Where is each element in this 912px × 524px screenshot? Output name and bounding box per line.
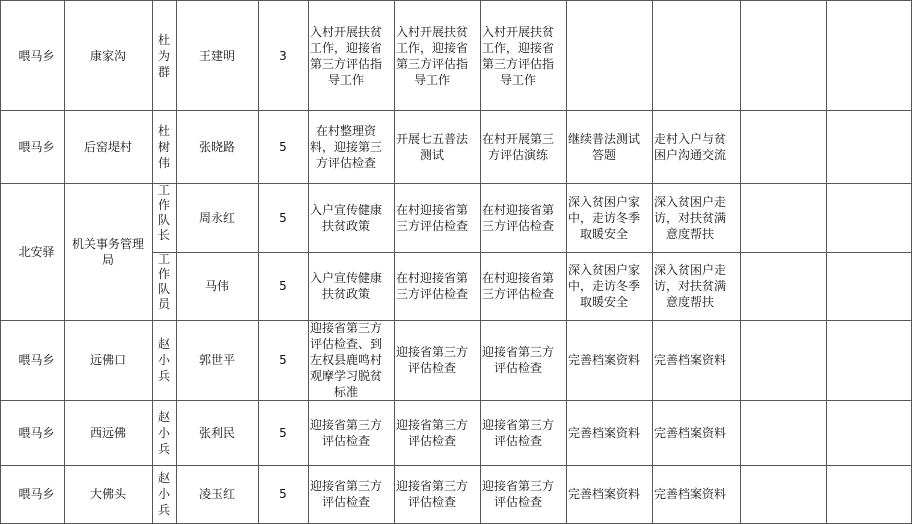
- leader-cell: 杜 为 群: [152, 0, 177, 111]
- member-cell: 郭世平: [176, 320, 259, 401]
- leader-cell: 工 作 队 员: [152, 252, 177, 321]
- work-day4-cell: [566, 0, 653, 111]
- work-day3-cell: 迎接省第三方 评估检查: [480, 320, 567, 401]
- member-cell: 张晓路: [176, 110, 259, 184]
- work-day2-cell: 入村开展扶贫 工作，迎接省 第三方评估指 导工作: [394, 0, 481, 111]
- days-cell: 5: [258, 320, 309, 401]
- work-day4-cell: 继续普法测试 答题: [566, 110, 653, 184]
- township-cell: 喂马乡: [0, 0, 65, 111]
- work-day5-cell: 走村入户与贫 困户沟通交流: [652, 110, 741, 184]
- township-cell: 北安驿: [0, 183, 65, 321]
- village-cell: 远佛口: [64, 320, 153, 401]
- work-day1-cell: 迎接省第三方 评估检查: [308, 465, 395, 524]
- work-day6-cell: [740, 465, 827, 524]
- township-cell: 喂马乡: [0, 110, 65, 184]
- work-day6-cell: [740, 320, 827, 401]
- member-cell: 凌玉红: [176, 465, 259, 524]
- work-day2-cell: 迎接省第三方 评估检查: [394, 400, 481, 466]
- work-day3-cell: 迎接省第三方 评估检查: [480, 400, 567, 466]
- days-cell: 5: [258, 465, 309, 524]
- work-day2-cell: 开展七五普法 测试: [394, 110, 481, 184]
- work-day1-cell: 迎接省第三方 评估检查: [308, 400, 395, 466]
- work-day6-cell: [740, 183, 827, 253]
- village-cell: 西远佛: [64, 400, 153, 466]
- work-day3-cell: 迎接省第三方 评估检查: [480, 465, 567, 524]
- days-cell: 5: [258, 183, 309, 253]
- leader-cell: 赵 小 兵: [152, 465, 177, 524]
- work-day2-cell: 迎接省第三方 评估检查: [394, 465, 481, 524]
- days-cell: 5: [258, 252, 309, 321]
- work-day3-cell: 入村开展扶贫 工作，迎接省 第三方评估指 导工作: [480, 0, 567, 111]
- work-day5-cell: 深入贫困户走 访，对扶贫满 意度帮扶: [652, 252, 741, 321]
- member-cell: 王建明: [176, 0, 259, 111]
- work-day7-cell: [826, 183, 912, 253]
- work-day3-cell: 在村迎接省第 三方评估检查: [480, 183, 567, 253]
- work-day1-cell: 入户宣传健康 扶贫政策: [308, 252, 395, 321]
- work-day5-cell: 完善档案资料: [652, 465, 741, 524]
- work-day7-cell: [826, 0, 912, 111]
- work-day6-cell: [740, 252, 827, 321]
- days-cell: 5: [258, 400, 309, 466]
- member-cell: 周永红: [176, 183, 259, 253]
- work-day6-cell: [740, 400, 827, 466]
- leader-cell: 杜 树 伟: [152, 110, 177, 184]
- village-cell: 后窑堤村: [64, 110, 153, 184]
- work-day5-cell: [652, 0, 741, 111]
- work-day4-cell: 完善档案资料: [566, 320, 653, 401]
- township-cell: 喂马乡: [0, 400, 65, 466]
- work-day2-cell: 在村迎接省第 三方评估检查: [394, 252, 481, 321]
- township-cell: 喂马乡: [0, 320, 65, 401]
- work-day5-cell: 完善档案资料: [652, 400, 741, 466]
- work-day5-cell: 深入贫困户走 访，对扶贫满 意度帮扶: [652, 183, 741, 253]
- village-cell: 大佛头: [64, 465, 153, 524]
- work-day1-cell: 迎接省第三方 评估检查、到 左权县鹿鸣村 观摩学习脱贫 标准: [308, 320, 395, 401]
- leader-cell: 赵 小 兵: [152, 320, 177, 401]
- work-day7-cell: [826, 320, 912, 401]
- work-day7-cell: [826, 400, 912, 466]
- work-day5-cell: 完善档案资料: [652, 320, 741, 401]
- work-day7-cell: [826, 110, 912, 184]
- work-day4-cell: 深入贫困户家 中，走访冬季 取暖安全: [566, 183, 653, 253]
- work-day4-cell: 完善档案资料: [566, 400, 653, 466]
- work-day1-cell: 入村开展扶贫 工作，迎接省 第三方评估指 导工作: [308, 0, 395, 111]
- leader-cell: 赵 小 兵: [152, 400, 177, 466]
- work-day4-cell: 完善档案资料: [566, 465, 653, 524]
- work-day1-cell: 入户宣传健康 扶贫政策: [308, 183, 395, 253]
- member-cell: 马伟: [176, 252, 259, 321]
- work-day7-cell: [826, 252, 912, 321]
- township-cell: 喂马乡: [0, 465, 65, 524]
- work-day3-cell: 在村迎接省第 三方评估检查: [480, 252, 567, 321]
- work-day3-cell: 在村开展第三 方评估演练: [480, 110, 567, 184]
- village-cell: 机关事务管理 局: [64, 183, 153, 321]
- village-cell: 康家沟: [64, 0, 153, 111]
- work-day7-cell: [826, 465, 912, 524]
- work-day4-cell: 深入贫困户家 中，走访冬季 取暖安全: [566, 252, 653, 321]
- member-cell: 张利民: [176, 400, 259, 466]
- work-day6-cell: [740, 0, 827, 111]
- days-cell: 5: [258, 110, 309, 184]
- work-day1-cell: 在村整理资 料，迎接第三 方评估检查: [308, 110, 395, 184]
- leader-cell: 工 作 队 长: [152, 183, 177, 253]
- days-cell: 3: [258, 0, 309, 111]
- work-day2-cell: 迎接省第三方 评估检查: [394, 320, 481, 401]
- work-day2-cell: 在村迎接省第 三方评估检查: [394, 183, 481, 253]
- work-day6-cell: [740, 110, 827, 184]
